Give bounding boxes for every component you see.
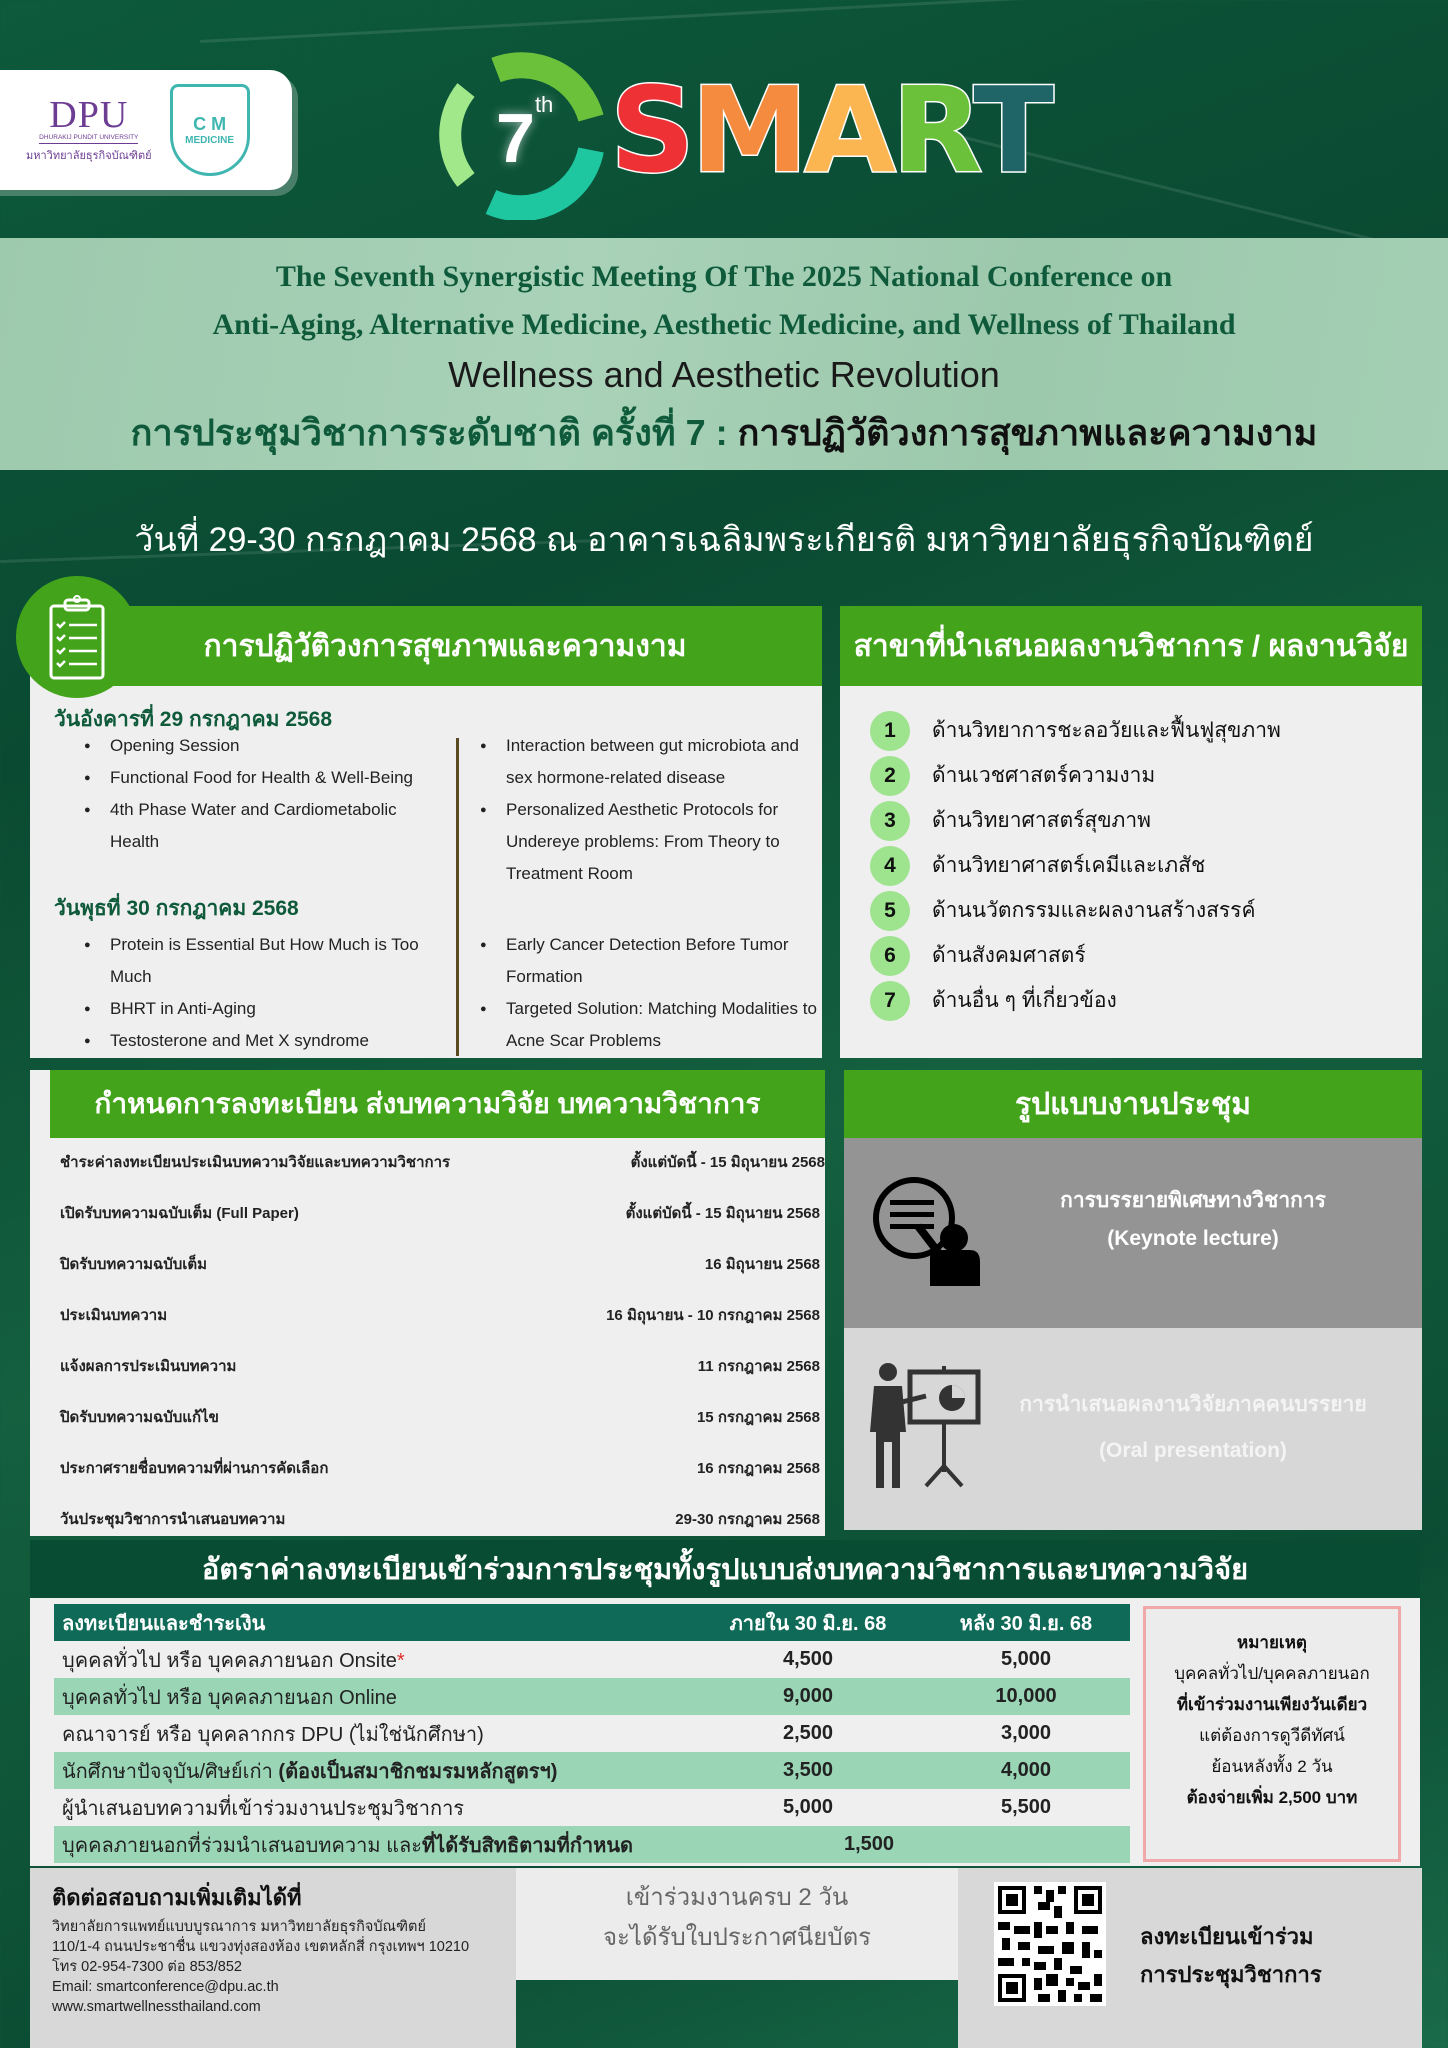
clipboard-checklist-icon <box>47 592 107 682</box>
fee-row <box>54 1789 1130 1826</box>
fee-category: คณาจารย์ หรือ บุคคลากกร DPU (ไม่ใช่นักศึกษา) <box>62 1723 484 1746</box>
required-asterisk: * <box>396 1649 405 1672</box>
branch-item <box>870 933 1281 978</box>
contact-website[interactable]: www.smartwellnessthailand.com <box>52 1999 261 2015</box>
brand-letter-t: T <box>973 61 1050 199</box>
note-title: หมายเหตุ <box>1237 1633 1307 1652</box>
schedule-item: เปิดรับบทความฉบับเต็ม (Full Paper) <box>60 1205 299 1222</box>
branch-number-badge: 2 <box>870 756 910 796</box>
fee-row <box>54 1826 1130 1863</box>
branch-label: ด้านวิทยาการชะลอวัยและฟื้นฟูสุขภาพ <box>932 719 1281 742</box>
title-english-line2: Anti-Aging, Alternative Medicine, Aesthetic Medicine, and Wellness of Thailand <box>212 308 1236 341</box>
schedule-item: วันประชุมวิชาการนำเสนอบทความ <box>60 1511 286 1528</box>
fees-banner: อัตราค่าลงทะเบียนเข้าร่วมการประชุมทั้งรูปแบบส่งบทความวิชาการและบทความวิจัย <box>30 1540 1420 1598</box>
qr-label <box>1140 1918 1322 1994</box>
fee-early: 9,000 <box>694 1678 914 1715</box>
fee-row <box>54 1641 1130 1678</box>
schedule-item: ประเมินบทความ <box>60 1307 168 1324</box>
fee-row <box>54 1752 1130 1789</box>
title-thai: การประชุมวิชาการระดับชาติ ครั้งที่ 7 : การปฏิวัติวงการสุขภาพและความงาม <box>130 412 1318 453</box>
qr-code-icon[interactable] <box>994 1882 1106 2006</box>
contact-email[interactable]: Email: smartconference@dpu.ac.th <box>52 1979 279 1995</box>
clipboard-badge <box>16 576 138 698</box>
contact-address: 110/1-4 ถนนประชาชื่น แขวงทุ่งสองห้อง เขตหลักสี่ กรุงเทพฯ 10210 <box>52 1939 470 1955</box>
session-item: ● Interaction between gut microbiota and sex hormone-related disease <box>480 730 820 794</box>
college-shield-logo <box>170 84 250 176</box>
title-english-line1: The Seventh Synergistic Meeting Of The 2025 National Conference on <box>275 260 1173 293</box>
contact-heading: ติดต่อสอบถามเพิ่มเติมได้ที่ <box>52 1885 302 1910</box>
note-line: ย้อนหลังทั้ง 2 วัน <box>1211 1757 1333 1776</box>
fee-row <box>54 1715 1130 1752</box>
header-registration: ลงทะเบียนและชำระเงิน <box>54 1604 694 1641</box>
schedule-date: 16 มิถุนายน 2568 <box>704 1256 820 1273</box>
branch-item <box>870 843 1281 888</box>
schedule-row <box>60 1252 820 1276</box>
fee-early: 4,500 <box>782 1648 834 1670</box>
certificate-notice <box>516 1868 958 1980</box>
qr-label-line1: ลงทะเบียนเข้าร่วม <box>1140 1924 1314 1949</box>
keynote-title-thai: การบรรยายพิเศษทางวิชาการ <box>1060 1189 1326 1212</box>
dpu-logo-english: DHURAKIJ PUNDIT UNIVERSITY <box>39 134 138 144</box>
oral-title-thai: การนำเสนอผลงานวิจัยภาคคนบรรยาย <box>1019 1393 1367 1416</box>
note-line: ต้องจ่ายเพิ่ม 2,500 บาท <box>1186 1788 1358 1807</box>
event-date-venue: วันที่ 29-30 กรกฎาคม 2568 ณ อาคารเฉลิมพระเกียรติ มหาวิทยาลัยธุรกิจบัณฑิตย์ <box>134 521 1314 559</box>
keynote-labels <box>964 1182 1422 1258</box>
format-oral <box>844 1328 1422 1530</box>
branch-label: ด้านนวัตกรรมและผลงานสร้างสรรค์ <box>932 899 1256 922</box>
conference-theme: Wellness and Aesthetic Revolution <box>448 354 1000 395</box>
branch-number-badge: 3 <box>870 801 910 841</box>
branch-label: ด้านสังคมศาสตร์ <box>932 944 1086 967</box>
schedule-date: ตั้งแต่บัดนี้ - 15 มิถุนายน 2568 <box>630 1154 825 1171</box>
brand-letter-s: S <box>610 61 691 199</box>
schedule-row <box>60 1150 825 1174</box>
fee-late: 10,000 <box>914 1678 1130 1715</box>
brand-letter-m: M <box>691 61 805 199</box>
qr-label-line2: การประชุมวิชาการ <box>1140 1962 1322 1987</box>
header-early: ภายใน 30 มิ.ย. 68 <box>694 1604 914 1641</box>
branch-item <box>870 798 1281 843</box>
schedule-item: ปิดรับบทความฉบับแก้ไข <box>60 1409 219 1426</box>
schedule-date: 29-30 กรกฎาคม 2568 <box>675 1511 820 1528</box>
branch-item <box>870 888 1281 933</box>
schedule-row <box>60 1405 820 1429</box>
header-late: หลัง 30 มิ.ย. 68 <box>914 1604 1130 1641</box>
branch-item <box>870 753 1281 798</box>
schedule-heading: กำหนดการลงทะเบียน ส่งบทความวิจัย บทความวิชาการ <box>50 1070 825 1138</box>
oral-title-english: (Oral presentation) <box>1099 1439 1287 1462</box>
day1-left-list <box>84 730 434 858</box>
session-item: ● BHRT in Anti-Aging <box>84 993 434 1025</box>
fees-table <box>54 1604 1130 1863</box>
day2-left-list <box>84 929 434 1057</box>
branch-label: ด้านอื่น ๆ ที่เกี่ยวข้อง <box>932 989 1117 1012</box>
certificate-line2: จะได้รับใบประกาศนียบัตร <box>602 1924 872 1951</box>
formats-heading: รูปแบบงานประชุม <box>844 1070 1422 1138</box>
schedule-date: 16 กรกฎาคม 2568 <box>696 1460 820 1477</box>
day1-heading: วันอังคารที่ 29 กรกฎาคม 2568 <box>54 708 333 731</box>
shield-label: MEDICINE <box>185 135 235 146</box>
oral-labels <box>964 1382 1422 1474</box>
schedule-row <box>60 1354 820 1378</box>
session-item: ● 4th Phase Water and Cardiometabolic Health <box>84 794 434 858</box>
dpu-logo-thai: มหาวิทยาลัยธุรกิจบัณฑิตย์ <box>26 150 152 162</box>
university-logos <box>0 70 292 190</box>
format-keynote <box>844 1138 1422 1328</box>
session-item: ● Functional Food for Health & Well-Being <box>84 762 434 794</box>
session-item: ● Opening Session <box>84 730 434 762</box>
shield-monogram: C M <box>193 114 227 134</box>
schedule-date: 15 กรกฎาคม 2568 <box>696 1409 820 1426</box>
fee-flat: 1,500 <box>694 1826 1130 1863</box>
branch-number-badge: 4 <box>870 846 910 886</box>
schedule-date: 16 มิถุนายน - 10 กรกฎาคม 2568 <box>606 1307 820 1324</box>
schedule-item: ปิดรับบทความฉบับเต็ม <box>60 1256 208 1273</box>
fee-early: 3,500 <box>694 1752 914 1789</box>
schedule-item: ประกาศรายชื่อบทความที่ผ่านการคัดเลือก <box>60 1460 329 1477</box>
note-line: แต่ต้องการดูวีดีทัศน์ <box>1199 1726 1345 1745</box>
seventh-edition-logo <box>436 50 606 220</box>
fee-category: ผู้นำเสนอบทความที่เข้าร่วมงานประชุมวิชาการ <box>62 1797 465 1820</box>
branch-label: ด้านเวชศาสตร์ความงาม <box>932 764 1156 787</box>
session-item: ● Early Cancer Detection Before Tumor Formation <box>480 929 820 993</box>
schedule-row <box>60 1507 820 1531</box>
contact-info <box>30 1868 516 2048</box>
fee-row <box>54 1678 1130 1715</box>
contact-phone: โทร 02-954-7300 ต่อ 853/852 <box>52 1959 242 1975</box>
column-divider <box>456 738 459 1056</box>
branch-number-badge: 5 <box>870 891 910 931</box>
schedule-item: แจ้งผลการประเมินบทความ <box>60 1358 237 1375</box>
program-heading: การปฏิวัติวงการสุขภาพและความงาม <box>108 606 822 686</box>
branch-list <box>870 708 1281 1023</box>
registration-qr-area <box>958 1868 1422 2048</box>
session-item: ● Personalized Aesthetic Protocols for Undereye problems: From Theory to Treatment Room <box>480 794 820 890</box>
schedule-row <box>60 1456 820 1480</box>
fee-late: 5,500 <box>1000 1796 1052 1818</box>
day2-heading: วันพุธที่ 30 กรกฎาคม 2568 <box>54 897 299 920</box>
day1-right-list <box>480 730 820 890</box>
dpu-logo-text: DPU <box>49 94 129 136</box>
schedule-date: 11 กรกฎาคม 2568 <box>697 1358 820 1375</box>
edition-number: 7th <box>496 92 554 177</box>
day2-right-list <box>480 929 820 1057</box>
fee-late: 5,000 <box>1000 1648 1052 1670</box>
brand-letter-r: R <box>891 61 974 199</box>
keynote-title-english: (Keynote lecture) <box>1107 1227 1279 1250</box>
fee-early: 5,000 <box>782 1796 834 1818</box>
smart-wordmark <box>610 60 1050 200</box>
fees-header-row <box>54 1604 1130 1641</box>
branch-number-badge: 6 <box>870 936 910 976</box>
conference-title-band <box>0 238 1448 470</box>
note-line: ที่เข้าร่วมงานเพียงวันเดียว <box>1176 1695 1368 1714</box>
fee-early: 2,500 <box>782 1722 834 1744</box>
schedule-item: ชำระค่าลงทะเบียนประเมินบทความวิจัยและบทความวิชาการ <box>60 1154 451 1171</box>
background-streak <box>200 0 1448 43</box>
session-item: ● Protein is Essential But How Much is Too Much <box>84 929 434 993</box>
branch-label: ด้านวิทยาศาสตร์สุขภาพ <box>932 809 1152 832</box>
fees-note-box <box>1143 1606 1401 1862</box>
session-item: ● Testosterone and Met X syndrome <box>84 1025 434 1057</box>
branch-label: ด้านวิทยาศาสตร์เคมีและเภสัช <box>932 854 1206 877</box>
fee-late: 3,000 <box>1000 1722 1052 1744</box>
brand-letter-a: A <box>804 61 892 199</box>
branch-item <box>870 978 1281 1023</box>
schedule-date: ตั้งแต่บัดนี้ - 15 มิถุนายน 2568 <box>625 1205 820 1222</box>
branch-number-badge: 7 <box>870 981 910 1021</box>
fee-category: บุคคลทั่วไป หรือ บุคคลภายนอก Online <box>54 1678 694 1715</box>
fee-category: บุคคลภายนอกที่ร่วมนำเสนอบทความ และที่ได้รับสิทธิตามที่กำหนด <box>54 1826 694 1863</box>
session-item: ● Targeted Solution: Matching Modalities to Acne Scar Problems <box>480 993 820 1057</box>
schedule-row <box>60 1201 820 1225</box>
schedule-row <box>60 1303 820 1327</box>
note-line: บุคคลทั่วไป/บุคคลภายนอก <box>1174 1664 1370 1683</box>
branches-heading: สาขาที่นำเสนอผลงานวิชาการ / ผลงานวิจัย <box>840 606 1422 686</box>
fee-category: บุคคลทั่วไป หรือ บุคคลภายนอก Onsite* <box>62 1649 405 1672</box>
dpu-logo <box>26 96 152 164</box>
contact-org: วิทยาลัยการแพทย์แบบบูรณาการ มหาวิทยาลัยธุรกิจบัณฑิตย์ <box>52 1919 426 1935</box>
fee-late: 4,000 <box>914 1752 1130 1789</box>
branch-item <box>870 708 1281 753</box>
certificate-line1: เข้าร่วมงานครบ 2 วัน <box>625 1884 849 1911</box>
branch-number-badge: 1 <box>870 711 910 751</box>
fee-category: นักศึกษาปัจจุบัน/ศิษย์เก่า (ต้องเป็นสมาชิกชมรมหลักสูตรฯ) <box>54 1752 694 1789</box>
